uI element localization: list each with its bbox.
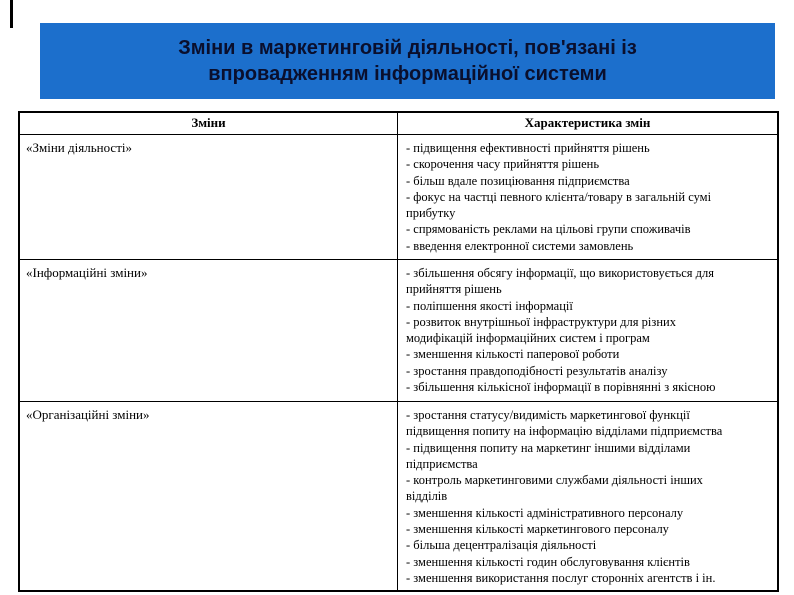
detail-line: відділів [406,489,448,504]
detail-line: - зростання правдоподібності результатів аналізу [406,363,668,378]
detail-line: - збільшення обсягу інформації, що використовується для [406,266,715,280]
row-label-information-changes: «Інформаційні зміни» [20,260,398,401]
corner-mark [10,0,13,28]
detail-line: прийняття рішень [406,282,502,297]
detail-line: прибутку [406,206,456,221]
table-row-organizational-changes [20,402,777,590]
slide-title: Зміни в маркетинговій діяльності, пов'язані із впровадженням інформаційної системи [40,23,775,99]
detail-line: - контроль маркетинговими службами діяльності інших [406,473,703,488]
row-label-organizational-changes: «Організаційні зміни» [20,402,398,590]
detail-line: підвищення попиту на інформацію відділами підприємства [406,424,723,439]
detail-line: - зменшення кількості маркетингового персоналу [406,522,669,537]
table-row-activity-changes [20,135,777,260]
detail-line: - фокус на частці певного клієнта/товару в загальній сумі [406,189,712,204]
changes-table [18,111,779,592]
detail-line: - поліпшення якості інформації [406,298,573,313]
detail-line: - більш вдале позиціювання підприємства [406,173,630,188]
detail-line: - скорочення часу прийняття рішень [406,157,600,172]
detail-line: - спрямованість реклами на цільові групи споживачів [406,222,691,237]
row-details-organizational-changes [398,402,777,590]
table-row-information-changes [20,260,777,402]
detail-line: - підвищення попиту на маркетинг іншими відділами [406,440,691,455]
detail-line: - підвищення ефективності прийняття рішень [406,141,650,155]
detail-line: - зменшення кількості адміністративного персоналу [406,505,684,520]
column-header-characteristics: Характеристика змін [524,115,651,130]
row-label-activity-changes: «Зміни діяльності» [20,135,398,259]
detail-line: - розвиток внутрішньої інфраструктури для різних [406,314,676,329]
detail-line: - збільшення кількісної інформації в порівнянні з якісною [406,380,716,395]
column-header-changes: Зміни [20,113,398,134]
detail-line: - введення електронної системи замовлень [406,238,634,253]
detail-line: - більша децентралізація діяльності [406,538,597,553]
detail-line: - зменшення кількості годин обслуговування клієнтів [406,554,690,569]
table-header-row [20,113,777,135]
detail-line: - зменшення кількості паперової роботи [406,347,620,362]
detail-line: - зростання статусу/видимість маркетингової функції [406,408,690,422]
detail-line: - зменшення використання послуг сторонніх агентств і ін. [406,570,716,585]
detail-line: модифікацій інформаційних систем і програм [406,331,650,346]
row-details-activity-changes [398,135,777,259]
detail-line: підприємства [406,456,478,471]
row-details-information-changes [398,260,777,401]
